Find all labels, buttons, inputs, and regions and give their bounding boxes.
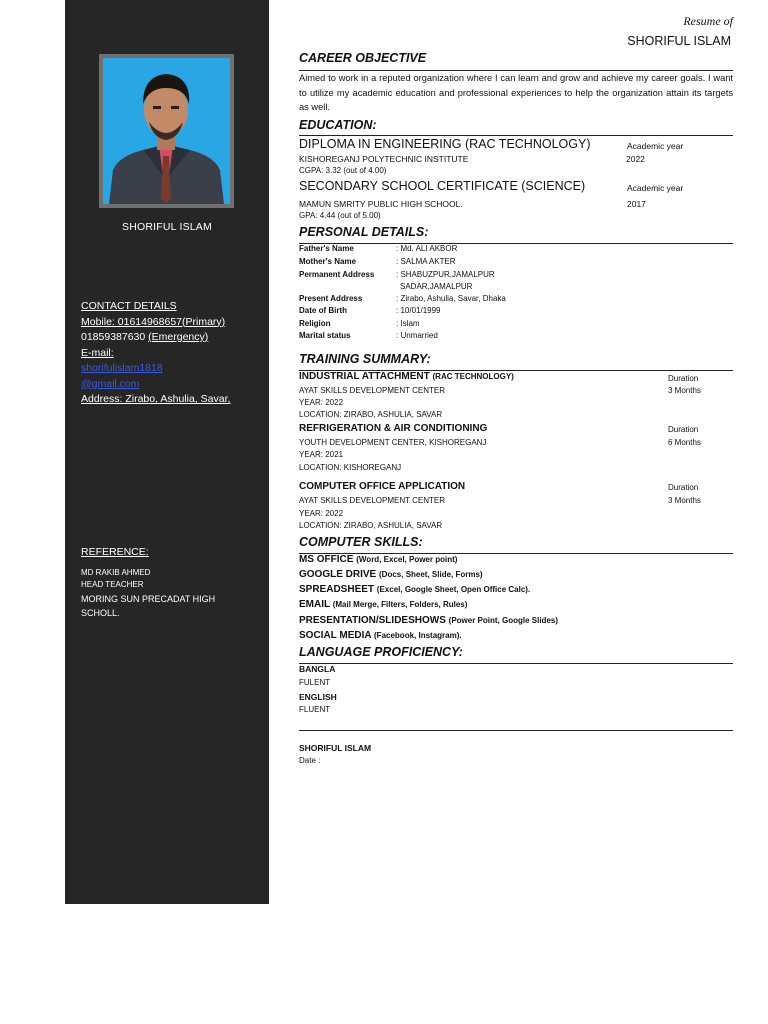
skill-detail: (Mail Merge, Filters, Folders, Rules) xyxy=(332,600,468,609)
training-1-title-extra: (RAC TECHNOLOGY) xyxy=(432,372,514,381)
training-2-year: YEAR: 2021 xyxy=(299,450,344,459)
email-link-line2[interactable]: @gmail.com xyxy=(81,377,140,390)
edu-2-grade: GPA: 4.44 (out of 5.00) xyxy=(299,211,381,220)
training-1-title-main: INDUSTRIAL ATTACHMENT xyxy=(299,371,430,382)
contact-details xyxy=(81,299,230,408)
education-heading: EDUCATION: xyxy=(299,118,377,132)
training-2-title: REFRIGERATION & AIR CONDITIONING xyxy=(299,423,488,434)
reference-position: HEAD TEACHER xyxy=(81,580,144,589)
training-1-title xyxy=(299,371,514,382)
skill-item xyxy=(299,554,457,565)
divider xyxy=(299,663,733,664)
skill-name: SOCIAL MEDIA xyxy=(299,630,372,641)
training-3-title: COMPUTER OFFICE APPLICATION xyxy=(299,481,466,492)
training-3-center: AYAT SKILLS DEVELOPMENT CENTER xyxy=(299,496,445,505)
dob-label: Date of Birth xyxy=(299,306,347,315)
divider xyxy=(299,135,733,136)
person-portrait-icon xyxy=(103,58,230,204)
main-content xyxy=(299,0,733,1024)
edu-2-degree: SECONDARY SCHOOL CERTIFICATE (SCIENCE) xyxy=(299,179,586,193)
edu-1-grade: CGPA: 3.32 (out of 4.00) xyxy=(299,166,387,175)
mother-value: : SALMA AKTER xyxy=(396,257,456,266)
edu-1-institute: KISHOREGANJ POLYTECHNIC INSTITUTE xyxy=(299,154,469,164)
skill-item xyxy=(299,630,462,641)
permanent-value-1: : SHABUZPUR,JAMALPUR xyxy=(396,270,495,279)
training-1-year: YEAR: 2022 xyxy=(299,398,344,407)
signature-name: SHORIFUL ISLAM xyxy=(299,743,372,753)
training-3-duration: 3 Months xyxy=(668,496,701,505)
edu-2-year-label: Academic year xyxy=(627,183,684,193)
skill-name: PRESENTATION/SLIDESHOWS xyxy=(299,615,446,626)
marital-label: Marital status xyxy=(299,331,351,340)
skill-item xyxy=(299,584,530,595)
language-2-name: ENGLISH xyxy=(299,692,337,702)
father-value: : Md. ALI AKBOR xyxy=(396,244,458,253)
skill-detail: (Power Point, Google Slides) xyxy=(448,616,558,625)
training-1-duration: 3 Months xyxy=(668,386,701,395)
career-heading: CAREER OBJECTIVE xyxy=(299,51,427,65)
language-heading: LANGUAGE PROFICIENCY: xyxy=(299,645,463,659)
skills-heading: COMPUTER SKILLS: xyxy=(299,535,423,549)
training-2-location: LOCATION: KISHOREGANJ xyxy=(299,463,402,472)
mobile-emergency xyxy=(81,330,230,346)
email-link-line1[interactable]: shorifulislam1818 xyxy=(81,362,163,374)
address: Address: Zirabo, Ashulia, Savar, xyxy=(81,393,231,405)
skill-detail: (Excel, Google Sheet, Open Office Calc). xyxy=(376,585,531,594)
skill-item xyxy=(299,615,558,626)
training-2-center: YOUTH DEVELOPMENT CENTER, KISHOREGANJ xyxy=(299,438,487,447)
language-1-level: FULENT xyxy=(299,678,331,687)
permanent-label: Permanent Address xyxy=(299,270,375,279)
profile-photo-frame xyxy=(99,54,234,208)
skill-item xyxy=(299,599,467,610)
sidebar xyxy=(65,0,269,904)
training-1-duration-label: Duration xyxy=(668,374,699,383)
training-3-location: LOCATION: ZIRABO, ASHULIA, SAVAR xyxy=(299,521,443,530)
permanent-value-2: SADAR,JAMALPUR xyxy=(400,282,473,291)
edu-1-year: 2022 xyxy=(626,154,645,164)
sidebar-name: SHORIFUL ISLAM xyxy=(122,221,212,233)
emergency-tag: (Emergency) xyxy=(148,331,209,343)
reference-name: MD RAKIB AHMED xyxy=(81,567,151,577)
skill-detail: (Word, Excel, Power point) xyxy=(356,555,458,564)
training-3-year: YEAR: 2022 xyxy=(299,509,344,518)
personal-heading: PERSONAL DETAILS: xyxy=(299,225,429,239)
skill-detail: (Facebook, Instagram). xyxy=(374,631,462,640)
email-label: E-mail: xyxy=(81,346,114,359)
present-value: : Zirabo, Ashulia, Savar, Dhaka xyxy=(396,294,506,303)
edu-2-year: 2017 xyxy=(627,199,646,209)
career-text: Aimed to work in a reputed organization where I can learn and grow and achieve my career goals. I want to utilize my academic education and professional experiences to help the organization attain its targets as well. xyxy=(299,73,733,112)
contact-title: CONTACT DETAILS xyxy=(81,300,177,312)
header-name: SHORIFUL ISLAM xyxy=(627,34,731,48)
training-1-center: AYAT SKILLS DEVELOPMENT CENTER xyxy=(299,386,445,395)
reference-section xyxy=(81,545,215,620)
dob-value: : 10/01/1999 xyxy=(396,306,441,315)
language-1-name: BANGLA xyxy=(299,664,336,674)
mobile-primary: Mobile: 01614968657(Primary) xyxy=(81,315,226,328)
skill-name: MS OFFICE xyxy=(299,554,354,565)
reference-org-line1: MORING SUN PRECADAT HIGH xyxy=(81,593,216,604)
marital-value: : Unmarried xyxy=(396,331,438,340)
religion-label: Religion xyxy=(299,319,331,328)
profile-photo xyxy=(103,58,230,204)
training-3-duration-label: Duration xyxy=(668,483,699,492)
skill-detail: (Docs, Sheet, Slide, Forms) xyxy=(379,570,483,579)
skill-name: GOOGLE DRIVE xyxy=(299,569,377,580)
edu-1-year-label: Academic year xyxy=(627,141,684,151)
reference-org-line2: SCHOLL. xyxy=(81,607,120,618)
language-2-level: FLUENT xyxy=(299,705,331,714)
skill-name: EMAIL xyxy=(299,599,330,610)
skill-item xyxy=(299,569,483,580)
signature-date-label: Date : xyxy=(299,756,321,765)
training-2-duration: 6 Months xyxy=(668,438,701,447)
edu-2-institute: MAMUN SMRITY PUBLIC HIGH SCHOOL. xyxy=(299,199,463,209)
skill-name: SPREADSHEET xyxy=(299,584,375,595)
mother-label: Mother's Name xyxy=(299,257,357,266)
divider xyxy=(299,730,733,731)
religion-value: : Islam xyxy=(396,319,420,328)
father-label: Father's Name xyxy=(299,244,354,253)
emergency-number: 01859387630 xyxy=(81,331,146,343)
training-1-location: LOCATION: ZIRABO, ASHULIA, SAVAR xyxy=(299,410,443,419)
divider xyxy=(299,243,733,244)
training-heading: TRAINING SUMMARY: xyxy=(299,352,431,366)
training-2-duration-label: Duration xyxy=(668,425,699,434)
reference-title: REFERENCE: xyxy=(81,546,149,558)
resume-of-label: Resume of xyxy=(683,14,733,28)
present-label: Present Address xyxy=(299,294,363,303)
edu-1-degree: DIPLOMA IN ENGINEERING (RAC TECHNOLOGY) xyxy=(299,137,591,151)
